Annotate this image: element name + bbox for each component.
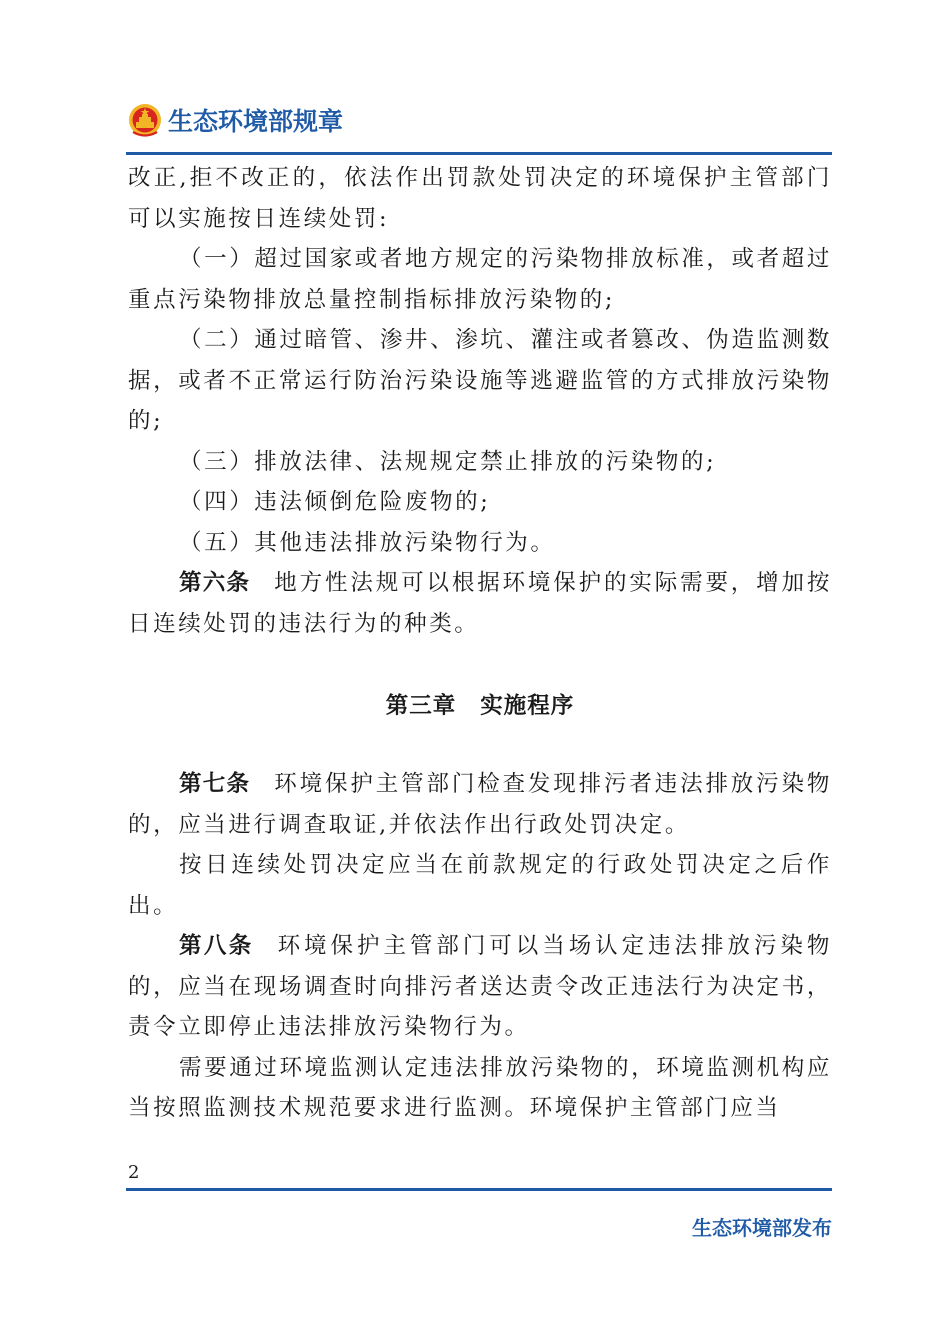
national-emblem-icon (128, 102, 162, 138)
footer-publisher: 生态环境部发布 (692, 1216, 832, 1240)
list-item: （二）通过暗管、渗井、渗坑、灌注或者篡改、伪造监测数据，或者不正常运行防治污染设施等逃避监管的方式排放污染物的; (128, 327, 832, 434)
article-label: 第六条 (179, 570, 251, 596)
page-header (128, 98, 343, 142)
paragraph: 改正,拒不改正的，依法作出罚款处罚决定的环境保护主管部门可以实施按日连续处罚: (128, 165, 832, 232)
chapter-title: 实施程序 (480, 693, 575, 719)
paragraph: 按日连续处罚决定应当在前款规定的行政处罚决定之后作出。 (128, 852, 832, 919)
list-item: （一）超过国家或者地方规定的污染物排放标准，或者超过重点污染物排放总量控制指标排放污染物的; (128, 246, 832, 313)
article-label: 第七条 (179, 771, 251, 797)
document-body (128, 158, 832, 1129)
header-divider (126, 152, 832, 155)
chapter-number: 第三章 (385, 693, 457, 719)
list-item: （五）其他违法排放污染物行为。 (179, 529, 556, 556)
list-item: （三）排放法律、法规规定禁止排放的污染物的; (179, 448, 717, 475)
article-text: 地方性法规可以根据环境保护的实际需要，增加按日连续处罚的违法行为的种类。 (128, 570, 832, 637)
article-7 (128, 764, 832, 845)
article-label: 第八条 (179, 933, 254, 959)
page-number: 2 (128, 1162, 140, 1183)
article-8 (128, 926, 832, 1048)
paragraph: 需要通过环境监测认定违法排放污染物的，环境监测机构应当按照监测技术规范要求进行监测。环境保护主管部门应当 (128, 1054, 832, 1121)
header-title: 生态环境部规章 (168, 107, 344, 136)
article-text: 环境保护主管部门可以当场认定违法排放污染物的，应当在现场调查时向排污者送达责令改正违法行为决定书，责令立即停止违法排放污染物行为。 (128, 933, 832, 1040)
list-item: （四）违法倾倒危险废物的; (179, 489, 491, 515)
footer-divider (126, 1188, 832, 1191)
article-text: 环境保护主管部门检查发现排污者违法排放污染物的，应当进行调查取证,并依法作出行政处罚决定。 (128, 771, 832, 838)
chapter-heading (128, 686, 832, 726)
article-6 (128, 563, 832, 644)
